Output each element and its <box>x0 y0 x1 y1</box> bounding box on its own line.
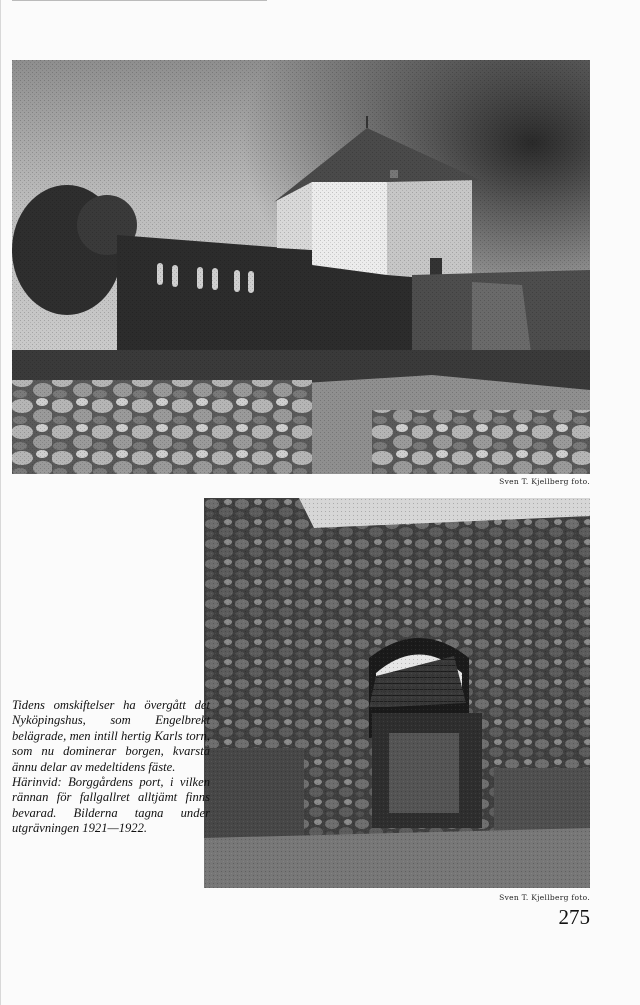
caption-paragraph-2: Härinvid: Borggårdens port, i vilken rännan för fallgallret alltjämt finns bevarad. Bilderna tagna under utgrävningen 1921—1922. <box>12 775 210 836</box>
courtyard-gate-illustration <box>204 498 590 888</box>
castle-tower-illustration <box>12 60 590 474</box>
top-edge-rule <box>12 0 267 1</box>
photo-credit-castle: Sven T. Kjellberg foto. <box>499 477 590 486</box>
photo-caption <box>12 698 210 837</box>
courtyard-gate-photo <box>204 498 590 888</box>
castle-tower-photo <box>12 60 590 474</box>
left-edge-rule <box>0 0 1 1005</box>
photo-credit-gate: Sven T. Kjellberg foto. <box>499 893 590 902</box>
caption-paragraph-1: Tidens omskiftelser ha övergått det Nyköpingshus, som Engelbrekt belägrade, men intill hertig Karls torn, som nu dominerar borgen, kvarstå ännu delar av medeltidens fäste. <box>12 698 210 774</box>
page-number: 275 <box>558 905 590 929</box>
